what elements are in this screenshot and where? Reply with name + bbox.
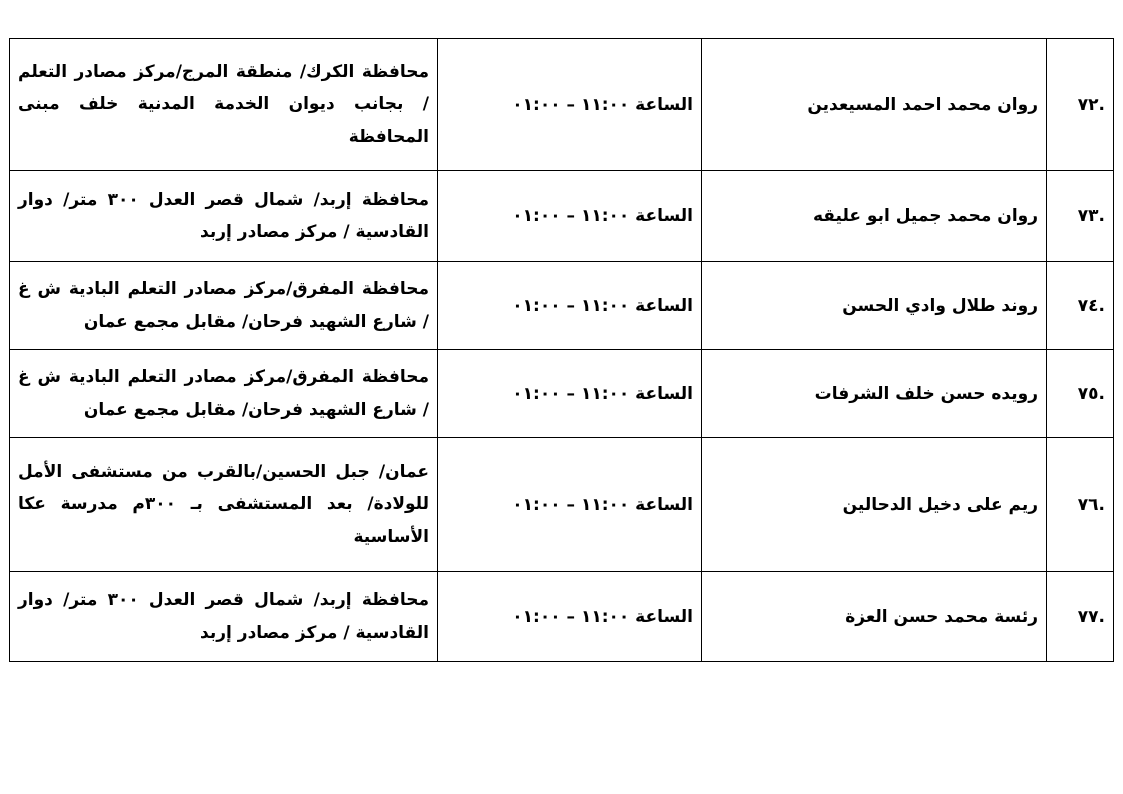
exam-location: محافظة إربد/ شمال قصر العدل ٣٠٠ متر/ دوار القادسية / مركز مصادر إربد xyxy=(10,572,438,662)
exam-location: محافظة المفرق/مركز مصادر التعلم البادية ش غ / شارع الشهيد فرحان/ مقابل مجمع عمان xyxy=(10,350,438,438)
schedule-table xyxy=(9,38,1114,662)
table-row xyxy=(10,438,1114,572)
table-row xyxy=(10,262,1114,350)
row-number: .٧٣ xyxy=(1047,171,1114,262)
row-number: .٧٢ xyxy=(1047,39,1114,171)
exam-time: الساعة ١١:٠٠ – ٠١:٠٠ xyxy=(438,438,702,572)
exam-time: الساعة ١١:٠٠ – ٠١:٠٠ xyxy=(438,39,702,171)
table-row xyxy=(10,39,1114,171)
exam-time: الساعة ١١:٠٠ – ٠١:٠٠ xyxy=(438,572,702,662)
student-name: رئسة محمد حسن العزة xyxy=(702,572,1047,662)
student-name: رويده حسن خلف الشرفات xyxy=(702,350,1047,438)
table-row xyxy=(10,572,1114,662)
row-number: .٧٧ xyxy=(1047,572,1114,662)
exam-time: الساعة ١١:٠٠ – ٠١:٠٠ xyxy=(438,262,702,350)
student-name: روند طلال وادي الحسن xyxy=(702,262,1047,350)
exam-time: الساعة ١١:٠٠ – ٠١:٠٠ xyxy=(438,350,702,438)
row-number: .٧٦ xyxy=(1047,438,1114,572)
table-row xyxy=(10,350,1114,438)
exam-time: الساعة ١١:٠٠ – ٠١:٠٠ xyxy=(438,171,702,262)
row-number: .٧٤ xyxy=(1047,262,1114,350)
student-name: روان محمد جميل ابو عليقه xyxy=(702,171,1047,262)
student-name: ريم على دخيل الدحالين xyxy=(702,438,1047,572)
exam-location: محافظة الكرك/ منطقة المرج/مركز مصادر التعلم / بجانب ديوان الخدمة المدنية خلف مبنى المحافظة xyxy=(10,39,438,171)
exam-location: محافظة المفرق/مركز مصادر التعلم البادية ش غ / شارع الشهيد فرحان/ مقابل مجمع عمان xyxy=(10,262,438,350)
table-row xyxy=(10,171,1114,262)
exam-location: عمان/ جبل الحسين/بالقرب من مستشفى الأمل للولادة/ بعد المستشفى بـ ٣٠٠م مدرسة عكا الأساسية xyxy=(10,438,438,572)
row-number: .٧٥ xyxy=(1047,350,1114,438)
student-name: روان محمد احمد المسيعدين xyxy=(702,39,1047,171)
exam-location: محافظة إربد/ شمال قصر العدل ٣٠٠ متر/ دوار القادسية / مركز مصادر إربد xyxy=(10,171,438,262)
